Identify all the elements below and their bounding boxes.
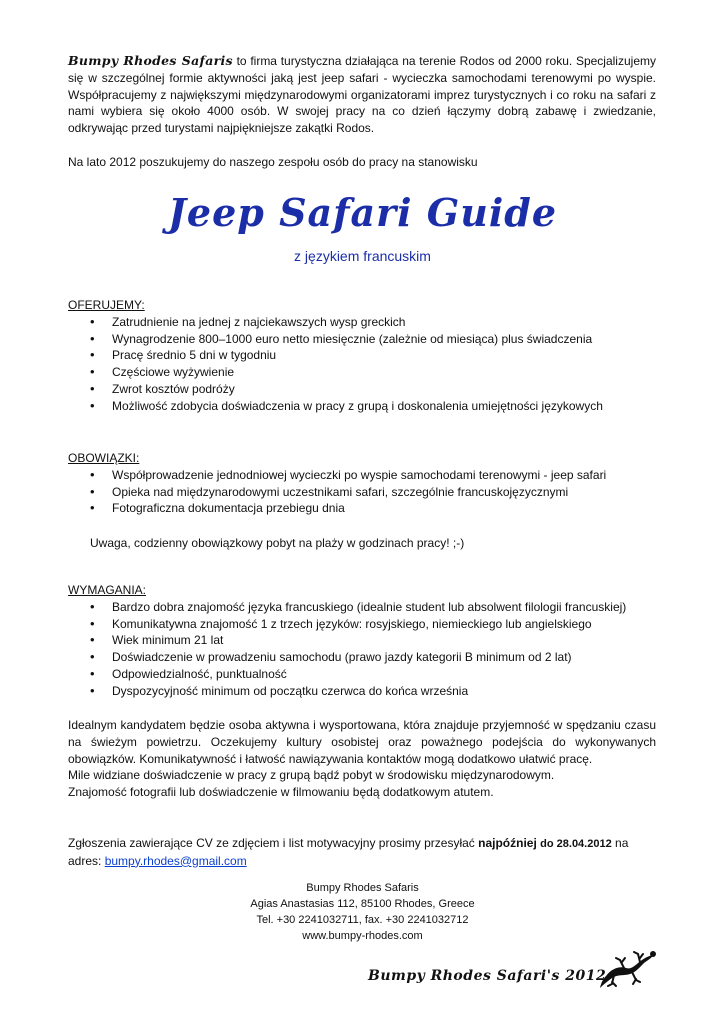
duties-heading: OBOWIĄZKI: — [68, 451, 140, 465]
apply-deadline-word: najpóźniej — [478, 836, 537, 850]
duties-note: Uwaga, codzienny obowiązkowy pobyt na plaży w godzinach pracy! ;-) — [90, 536, 465, 551]
apply-paragraph — [68, 835, 656, 870]
list-item: • Wiek minimum 21 lat — [68, 632, 656, 649]
list-item: • Dyspozycyjność minimum od początku czerwca do końca września — [68, 683, 656, 700]
requirements-section — [68, 582, 656, 700]
offer-section — [68, 297, 656, 415]
list-item: • Wynagrodzenie 800–1000 euro netto miesięcznie (zależnie od miesiąca) plus świadczenia — [68, 331, 656, 348]
duties-section — [68, 450, 656, 552]
list-item: • Bardzo dobra znajomość języka francuskiego (idealnie student lub absolwent filologii francuskiej) — [68, 599, 656, 616]
gecko-logo-icon — [596, 946, 658, 990]
intro-text: to firma turystyczna działająca na terenie Rodos od 2000 roku. Specjalizujemy się w szczególnej formie aktywności jaką jest jeep safari - wycieczka samochodami terenowymi po wyspie. Współpracujemy z największymi międzynarodowymi organizatorami imprez turystycznych i co roku na safari z nami wybiera się około 4000 osób. W swojej pracy na co dzień łączymy dobrą zabawę i zwiedzanie, odkrywając przed turystami najpiękniejsze zakątki Rodos. — [68, 54, 656, 136]
apply-deadline-date: do 28.04.2012 — [540, 838, 612, 850]
candidate-paragraph: Idealnym kandydatem będzie osoba aktywna i wysportowana, która znajduje przyjemność w spędzaniu czasu na świeżym powietrzu. Oczekujemy kultury osobistej oraz poważnego podejścia do wykonywanych obowiązków. Komunikatywność i łatwość nawiązywania kontaktów mogą dodatkowo ułatwić pracę. — [68, 718, 656, 766]
email-link[interactable]: bumpy.rhodes@gmail.com — [104, 853, 247, 868]
job-subtitle: z językiem francuskim — [294, 248, 431, 264]
list-item: • Możliwość zdobycia doświadczenia w pracy z grupą i doskonalenia umiejętności językowych — [68, 398, 656, 415]
apply-text-before: Zgłoszenia zawierające CV ze zdjęciem i list motywacyjny prosimy przesyłać — [68, 836, 479, 850]
contact-company: Bumpy Rhodes Safaris — [306, 882, 419, 894]
requirements-list — [68, 599, 656, 700]
contact-website: www.bumpy-rhodes.com — [302, 930, 423, 942]
list-item: • Współprowadzenie jednodniowej wycieczki po wyspie samochodami terenowymi - jeep safari — [68, 467, 656, 484]
search-line: Na lato 2012 poszukujemy do naszego zespołu osób do pracy na stanowisku — [68, 155, 478, 169]
list-item: • Opieka nad międzynarodowymi uczestnikami safari, szczególnie francuskojęzycznymi — [68, 484, 656, 501]
contact-block — [0, 880, 725, 944]
offer-heading: OFERUJEMY: — [68, 298, 145, 312]
apply-text-after: na adres: — [68, 836, 629, 868]
contact-address: Agias Anastasias 112, 85100 Rhodes, Greece — [250, 898, 475, 910]
list-item: • Odpowiedzialność, punktualność — [68, 666, 656, 683]
candidate-line-2: Mile widziane doświadczenie w pracy z grupą bądź pobyt w środowisku międzynarodowym. — [68, 768, 555, 783]
intro-brand: Bumpy Rhodes Safaris — [68, 53, 233, 68]
footer-brand: Bumpy Rhodes Safari's 2012 — [368, 968, 607, 984]
offer-list — [68, 314, 656, 415]
contact-phone: Tel. +30 2241032711, fax. +30 2241032712 — [256, 914, 469, 926]
list-item: • Zatrudnienie na jednej z najciekawszych wysp greckich — [68, 314, 656, 331]
duties-list — [68, 467, 656, 517]
list-item: • Częściowe wyżywienie — [68, 364, 656, 381]
candidate-section — [68, 717, 656, 801]
job-title: Jeep Safari Guide — [167, 190, 558, 235]
list-item: • Pracę średnio 5 dni w tygodniu — [68, 347, 656, 364]
list-item: • Doświadczenie w prowadzeniu samochodu (prawo jazdy kategorii B minimum od 2 lat) — [68, 649, 656, 666]
list-item: • Komunikatywna znajomość 1 z trzech języków: rosyjskiego, niemieckiego lub angielskiego — [68, 616, 656, 633]
requirements-heading: WYMAGANIA: — [68, 583, 147, 597]
list-item: • Zwrot kosztów podróży — [68, 381, 656, 398]
list-item: • Fotograficzna dokumentacja przebiegu dnia — [68, 500, 656, 517]
candidate-line-3: Znajomość fotografii lub doświadczenie w filmowaniu będą dodatkowym atutem. — [68, 785, 494, 800]
intro-paragraph — [68, 53, 656, 137]
